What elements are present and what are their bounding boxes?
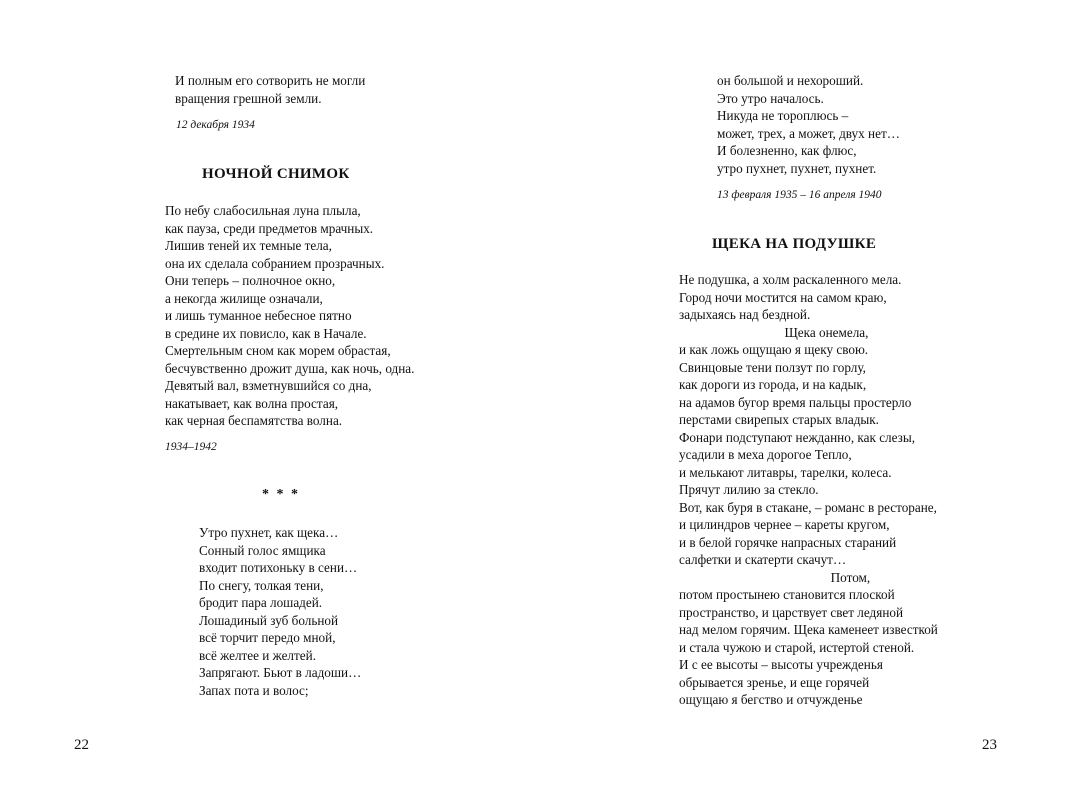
- poem-line: всё торчит передо мной,: [199, 630, 336, 645]
- poem-title-asterisks: * * *: [262, 487, 300, 502]
- poem-line: она их сделала собранием прозрачных.: [165, 255, 385, 271]
- poem-date: 12 декабря 1934: [176, 119, 255, 131]
- poem-line: и как ложь ощущаю я щеку свою.: [679, 342, 869, 357]
- poem-title: ЩЕКА НА ПОДУШКЕ: [712, 236, 877, 252]
- poem-line: Лишив теней их темные тела,: [165, 238, 332, 253]
- poem-line: Потом,: [679, 569, 871, 585]
- poem-line: салфетки и скатерти скачут…: [679, 552, 847, 567]
- poem-line: бродит пара лошадей.: [199, 595, 323, 610]
- continuation-stanza: [175, 72, 365, 107]
- poem-line: Лошадиный зуб больной: [199, 612, 339, 628]
- poem-line: Прячут лилию за стекло.: [679, 482, 819, 497]
- poem-body: [165, 202, 414, 430]
- poem-title: НОЧНОЙ СНИМОК: [202, 166, 350, 182]
- poem-line: Запрягают. Бьют в ладоши…: [199, 665, 362, 680]
- poem-body: [679, 271, 938, 709]
- poem-line: на адамов бугор время пальцы простерло: [679, 394, 912, 410]
- poem-body: [199, 524, 361, 699]
- poem-line: как черная беспамятства волна.: [165, 413, 343, 428]
- poem-line: Утро пухнет, как щека…: [199, 525, 339, 540]
- poem-line: Это утро началось.: [717, 90, 824, 106]
- poem-line: Запах пота и волос;: [199, 682, 309, 698]
- poem-line: Девятый вал, взметнувшийся со дна,: [165, 378, 372, 393]
- poem-line: Щека онемела,: [679, 324, 869, 340]
- poem-line: пространство, и царствует свет ледяной: [679, 604, 904, 620]
- poem-line: Никуда не тороплюсь –: [717, 108, 849, 123]
- poem-line: И полным его сотворить не могли: [175, 73, 366, 88]
- poem-line: обрывается зренье, и еще горячей: [679, 674, 870, 690]
- continuation-stanza: [717, 72, 900, 177]
- page-number: 23: [982, 737, 997, 753]
- poem-line: Не подушка, а холм раскаленного мела.: [679, 272, 902, 287]
- poem-line: Сонный голос ямщика: [199, 542, 326, 558]
- poem-line: и стала чужою и старой, истертой стеной.: [679, 639, 915, 655]
- poem-line: а некогда жилище означали,: [165, 290, 323, 306]
- poem-line: И с ее высоты – высоты учрежденья: [679, 657, 883, 672]
- poem-line: усадили в меха дорогое Тепло,: [679, 447, 852, 462]
- poem-date: 13 февраля 1935 – 16 апреля 1940: [717, 189, 882, 201]
- poem-line: Город ночи мостится на самом краю,: [679, 289, 887, 305]
- right-page: [537, 0, 1074, 800]
- poem-line: и в белой горячке напрасных стараний: [679, 534, 897, 550]
- poem-line: По снегу, толкая тени,: [199, 577, 324, 593]
- poem-line: как дороги из города, и на кадык,: [679, 377, 867, 392]
- poem-line: в средине их повисло, как в Начале.: [165, 325, 367, 341]
- poem-line: и цилиндров чернее – кареты кругом,: [679, 517, 890, 532]
- poem-line: И болезненно, как флюс,: [717, 143, 857, 158]
- page-number: 22: [74, 737, 89, 753]
- poem-line: перстами свирепых старых владык.: [679, 412, 879, 427]
- poem-date: 1934–1942: [165, 441, 217, 453]
- poem-line: может, трех, а может, двух нет…: [717, 125, 900, 141]
- poem-line: потом простынею становится плоской: [679, 587, 895, 602]
- poem-line: утро пухнет, пухнет, пухнет.: [717, 160, 877, 176]
- poem-line: Вот, как буря в стакане, – романс в ресторане,: [679, 499, 937, 515]
- poem-line: входит потихоньку в сени…: [199, 560, 358, 575]
- poem-line: и мелькают литавры, тарелки, колеса.: [679, 464, 892, 480]
- poem-line: всё желтее и желтей.: [199, 647, 316, 663]
- poem-line: бесчувственно дрожит душа, как ночь, одна.: [165, 360, 415, 376]
- poem-line: накатывает, как волна простая,: [165, 395, 339, 411]
- poem-line: и лишь туманное небесное пятно: [165, 308, 352, 323]
- poem-line: Они теперь – полночное окно,: [165, 273, 336, 288]
- poem-line: Фонари подступают нежданно, как слезы,: [679, 429, 916, 445]
- poem-line: он большой и нехороший.: [717, 73, 864, 88]
- poem-line: как пауза, среди предметов мрачных.: [165, 220, 374, 236]
- poem-line: задыхаясь над бездной.: [679, 307, 811, 322]
- poem-line: над мелом горячим. Щека каменеет известкой: [679, 622, 938, 637]
- poem-line: Свинцовые тени ползут по горлу,: [679, 359, 866, 375]
- poem-line: вращения грешной земли.: [175, 90, 322, 106]
- poem-line: Смертельным сном как морем обрастая,: [165, 343, 391, 358]
- poem-line: По небу слабосильная луна плыла,: [165, 203, 361, 218]
- poem-line: ощущаю я бегство и отчужденье: [679, 692, 863, 707]
